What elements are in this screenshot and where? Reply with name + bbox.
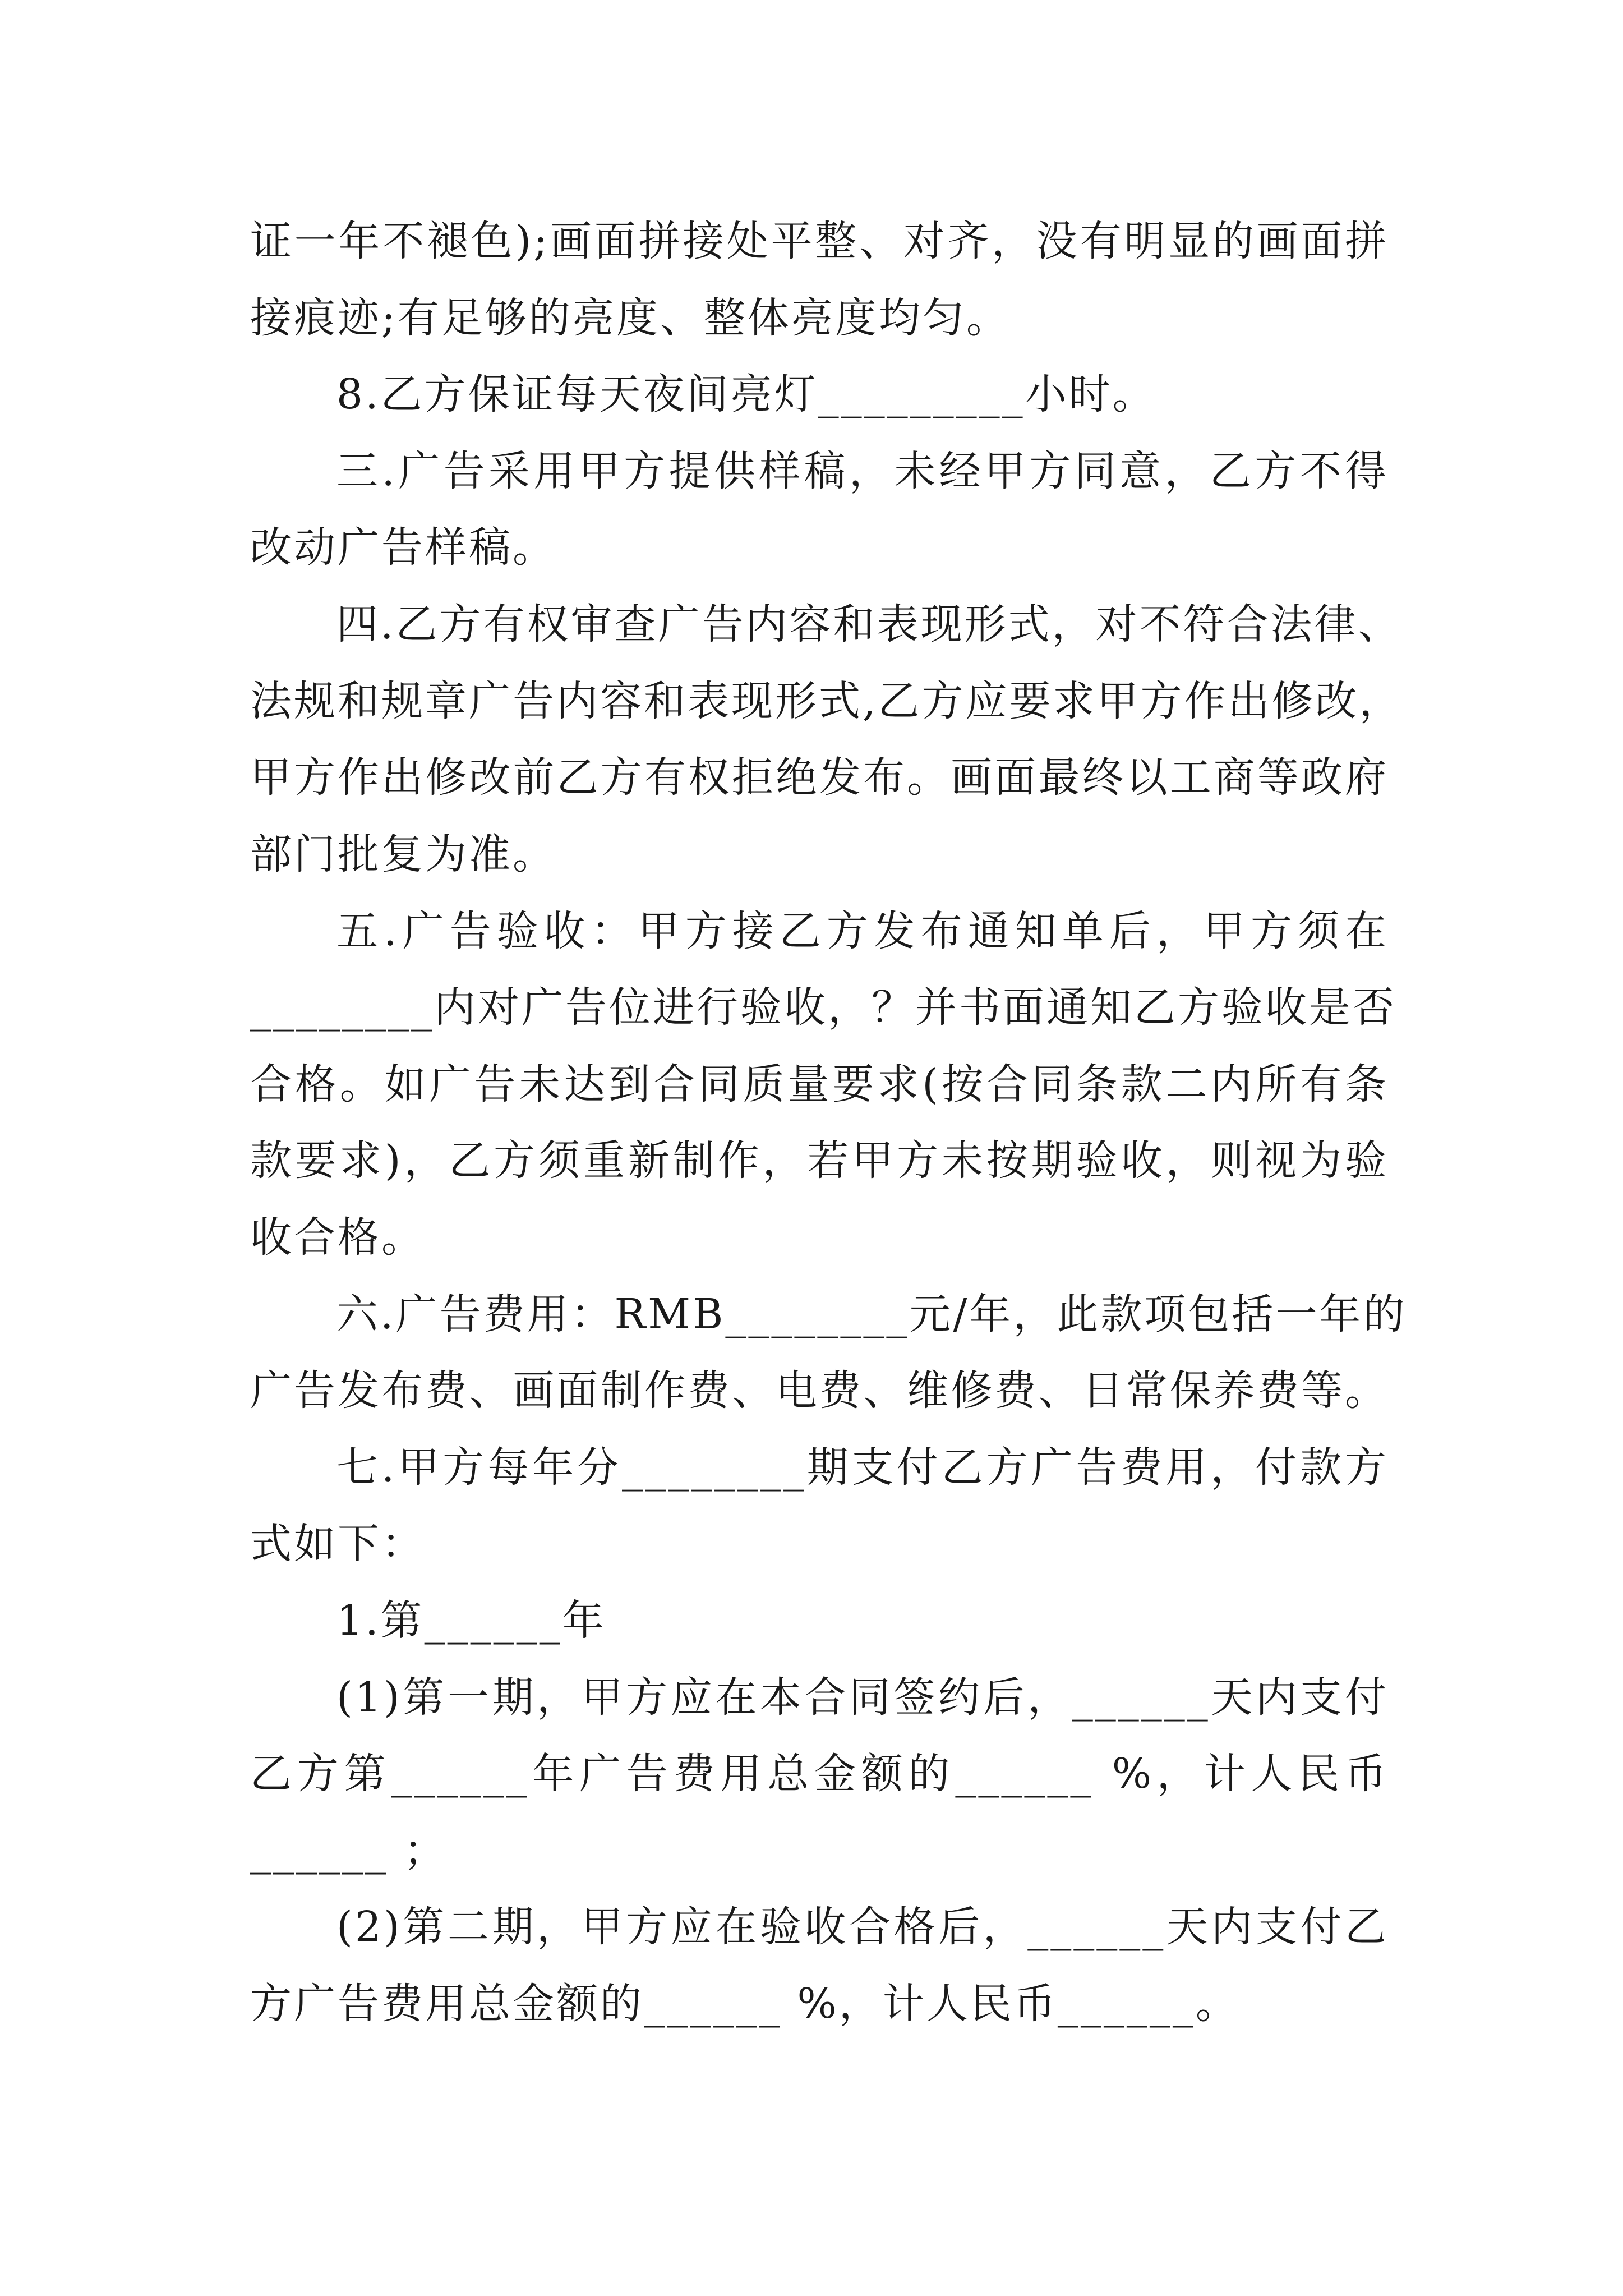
text-line: 证一年不褪色);画面拼接处平整、对齐，没有明显的画面拼 bbox=[250, 217, 1389, 265]
text-line: 广告发布费、画面制作费、电费、维修费、日常保养费等。 bbox=[250, 1366, 1389, 1415]
text-line: 式如下： bbox=[250, 1520, 425, 1568]
text-line: 乙方第______年广告费用总金额的______ %，计人民币 bbox=[250, 1750, 1389, 1798]
text-line: 收合格。 bbox=[250, 1213, 425, 1262]
text-line: 六.广告费用：RMB________元/年，此款项包括一年的 bbox=[336, 1290, 1407, 1338]
text-line: 方广告费用总金额的______ %，计人民币______。 bbox=[250, 1980, 1239, 2028]
text-line: (2)第二期，甲方应在验收合格后，______天内支付乙 bbox=[336, 1903, 1389, 1951]
text-line: 法规和规章广告内容和表现形式,乙方应要求甲方作出修改， bbox=[250, 677, 1403, 725]
text-line: 七.甲方每年分________期支付乙方广告费用，付款方 bbox=[336, 1443, 1389, 1492]
text-line: 甲方作出修改前乙方有权拒绝发布。画面最终以工商等政府 bbox=[250, 753, 1389, 802]
text-line: 四.乙方有权审查广告内容和表现形式，对不符合法律、 bbox=[336, 600, 1402, 648]
text-line: 款要求)，乙方须重新制作，若甲方未按期验收，则视为验 bbox=[250, 1137, 1389, 1185]
text-line: ______ ； bbox=[250, 1826, 448, 1875]
text-line: 1.第______年 bbox=[336, 1596, 606, 1645]
text-line: 改动广告样稿。 bbox=[250, 523, 556, 572]
text-line: (1)第一期，甲方应在本合同签约后，______天内支付 bbox=[336, 1673, 1389, 1722]
text-line: 8.乙方保证每天夜间亮灯_________小时。 bbox=[336, 370, 1156, 418]
text-line: 五.广告验收：甲方接乙方发布通知单后，甲方须在 bbox=[336, 907, 1389, 955]
text-line: 合格。如广告未达到合同质量要求(按合同条款二内所有条 bbox=[250, 1060, 1389, 1108]
text-line: 接痕迹;有足够的亮度、整体亮度均匀。 bbox=[250, 294, 1010, 342]
text-line: 部门批复为准。 bbox=[250, 830, 556, 878]
text-line: ________内对广告位进行验收，？并书面通知乙方验收是否 bbox=[250, 983, 1396, 1032]
text-line: 三.广告采用甲方提供样稿，未经甲方同意，乙方不得 bbox=[336, 447, 1389, 495]
